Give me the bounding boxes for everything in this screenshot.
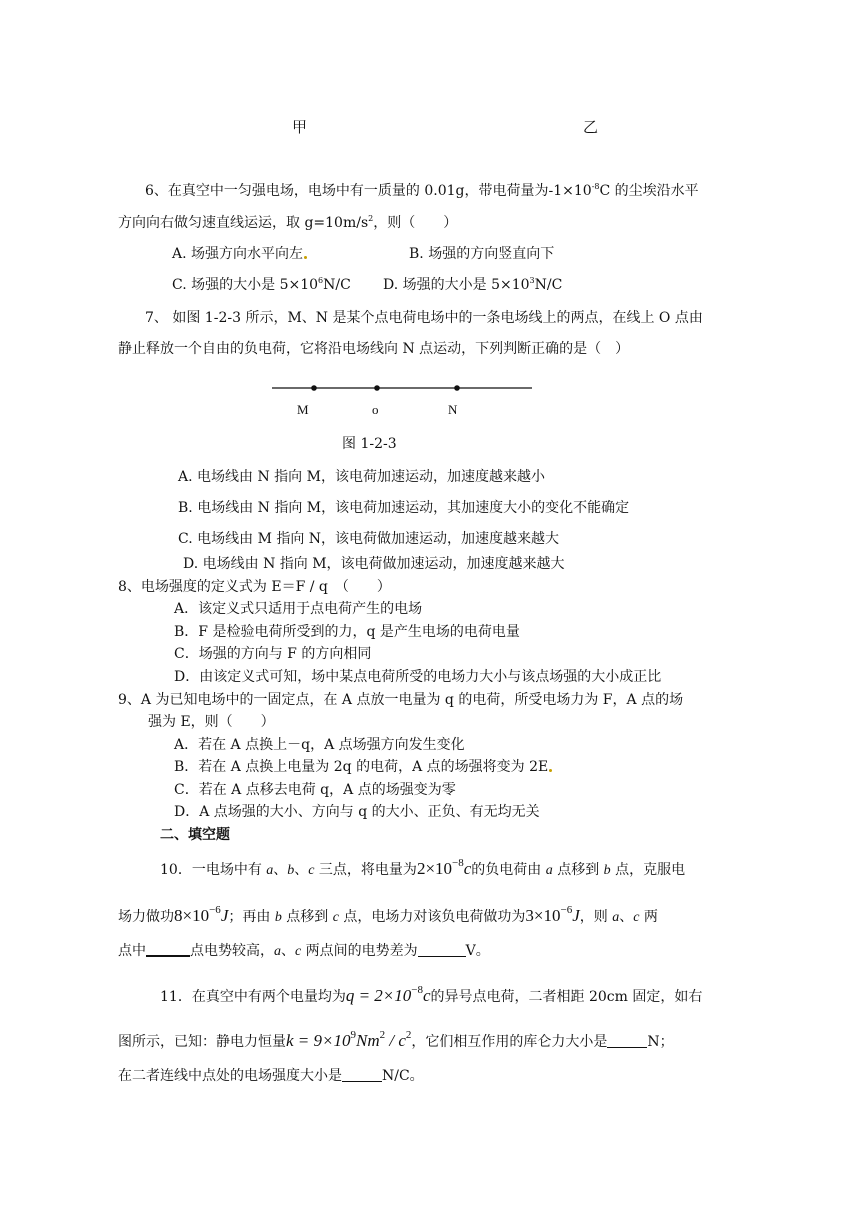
q7-option-d: D. 电场线由 N 指向 M，该电荷做加速运动，加速度越来越大 [183, 556, 565, 572]
q7-line1: 7、 如图 1-2-3 所示，M、N 是某个点电荷电场中的一条电场线上的两点，在线上 O 点由 [145, 310, 703, 326]
q10-blank-2[interactable] [418, 942, 466, 957]
q9-line1: 9、A 为已知电场中的一固定点，在 A 点放一电量为 q 的电荷，所受电场力为 F，A 点的场 [118, 692, 684, 708]
q10-line2: 场力做功$8\times 10^{-6}J$；再由 b 点移到 c 点，电场力对该负电荷做功为$3\times 10^{-6}J$，则 a、c 两 [118, 904, 658, 925]
q9-option-c: C．若在 A 点移去电荷 q，A 点的场强变为零 [174, 782, 456, 798]
field-line-figure [270, 380, 540, 400]
section-title: 二、填空题 [160, 827, 230, 843]
q6-option-a: A. 场强方向水平向左 [172, 243, 307, 263]
q9-option-b: B．若在 A 点换上电量为 2q 的电荷，A 点的场强将变为 2E [174, 756, 552, 776]
q10-line1: 10．一电场中有 a、b、c 三点，将电量为$2\times 10^{-8}c$的负电荷由 a 点移到 b 点，克服电 [160, 857, 686, 878]
q11-blank-1[interactable] [607, 1033, 647, 1048]
q8-option-b: B．F 是检验电荷所受到的力，q 是产生电场的电荷电量 [174, 624, 520, 640]
q6-option-b: B. 场强的方向竖直向下 [409, 246, 555, 262]
q8-option-c: C．场强的方向与 F 的方向相同 [174, 646, 372, 662]
q6-option-d: D. 场强的大小是 $5\times 10^3N/C$ [383, 276, 563, 293]
q7-option-b: B. 电场线由 N 指向 M，该电荷加速运动，其加速度大小的变化不能确定 [178, 500, 630, 516]
q8-option-a: A．该定义式只适用于点电荷产生的电场 [174, 601, 423, 617]
fig-label-m: M [297, 402, 309, 417]
q10-line3: 点中 点电势较高，a、c 两点间的电势差为 V。 [118, 943, 490, 959]
q9-line2: 强为 E，则（ ） [148, 714, 275, 730]
q11-blank-2[interactable] [342, 1067, 382, 1082]
figure-caption: 图 1-2-3 [342, 436, 397, 452]
q10-blank-1[interactable] [146, 941, 190, 957]
q9-option-a: A．若在 A 点换上－q，A 点场强方向发生变化 [174, 737, 465, 753]
figure-label-yi: 乙 [583, 118, 599, 136]
figure-label-jia: 甲 [292, 118, 308, 136]
q7-line2: 静止释放一个自由的负电荷，它将沿电场线向 N 点运动，下列判断正确的是（ ） [118, 341, 630, 357]
q6-option-c: C. 场强的大小是 $5\times 10^6N/C$ [172, 276, 351, 293]
fig-label-o: o [372, 402, 379, 417]
point-o [374, 385, 380, 391]
point-m [311, 385, 317, 391]
q9-option-d: D．A 点场强的大小、方向与 q 的大小、正负、有无均无关 [174, 804, 540, 820]
q8-option-d: D．由该定义式可知，场中某点电荷所受的电场力大小与该点场强的大小成正比 [174, 669, 662, 685]
fig-label-n: N [448, 402, 458, 417]
q6-line1: 6、在真空中一匀强电场，电场中有一质量的 0.01g，带电荷量为$-1\times 10^{-8}C$ 的尘埃沿水平 [145, 182, 699, 199]
q8-stem: 8、电场强度的定义式为 E＝F / q （ ） [118, 579, 391, 595]
point-n [454, 385, 460, 391]
q7-option-a: A. 电场线由 N 指向 M，该电荷加速运动，加速度越来越小 [178, 469, 545, 485]
q6-line2: 方向向右做匀速直线运运，取 $g=10m/s^2$，则（ ） [118, 214, 458, 231]
q7-option-c: C. 电场线由 M 指向 N，该电荷做加速运动，加速度越来越大 [178, 531, 560, 547]
q11-line1: 11．在真空中有两个电量均为$q = 2\times 10^{-8}c$的异号点电荷，二者相距 20cm 固定，如右 [160, 984, 703, 1005]
q11-line2: 图所示，已知：静电力恒量$k = 9\times 10^9Nm^2 / c^2$，它们相互作用的库仑力大小是 N； [118, 1029, 674, 1050]
q11-line3: 在二者连线中点处的电场强度大小是 N/C。 [118, 1068, 424, 1084]
